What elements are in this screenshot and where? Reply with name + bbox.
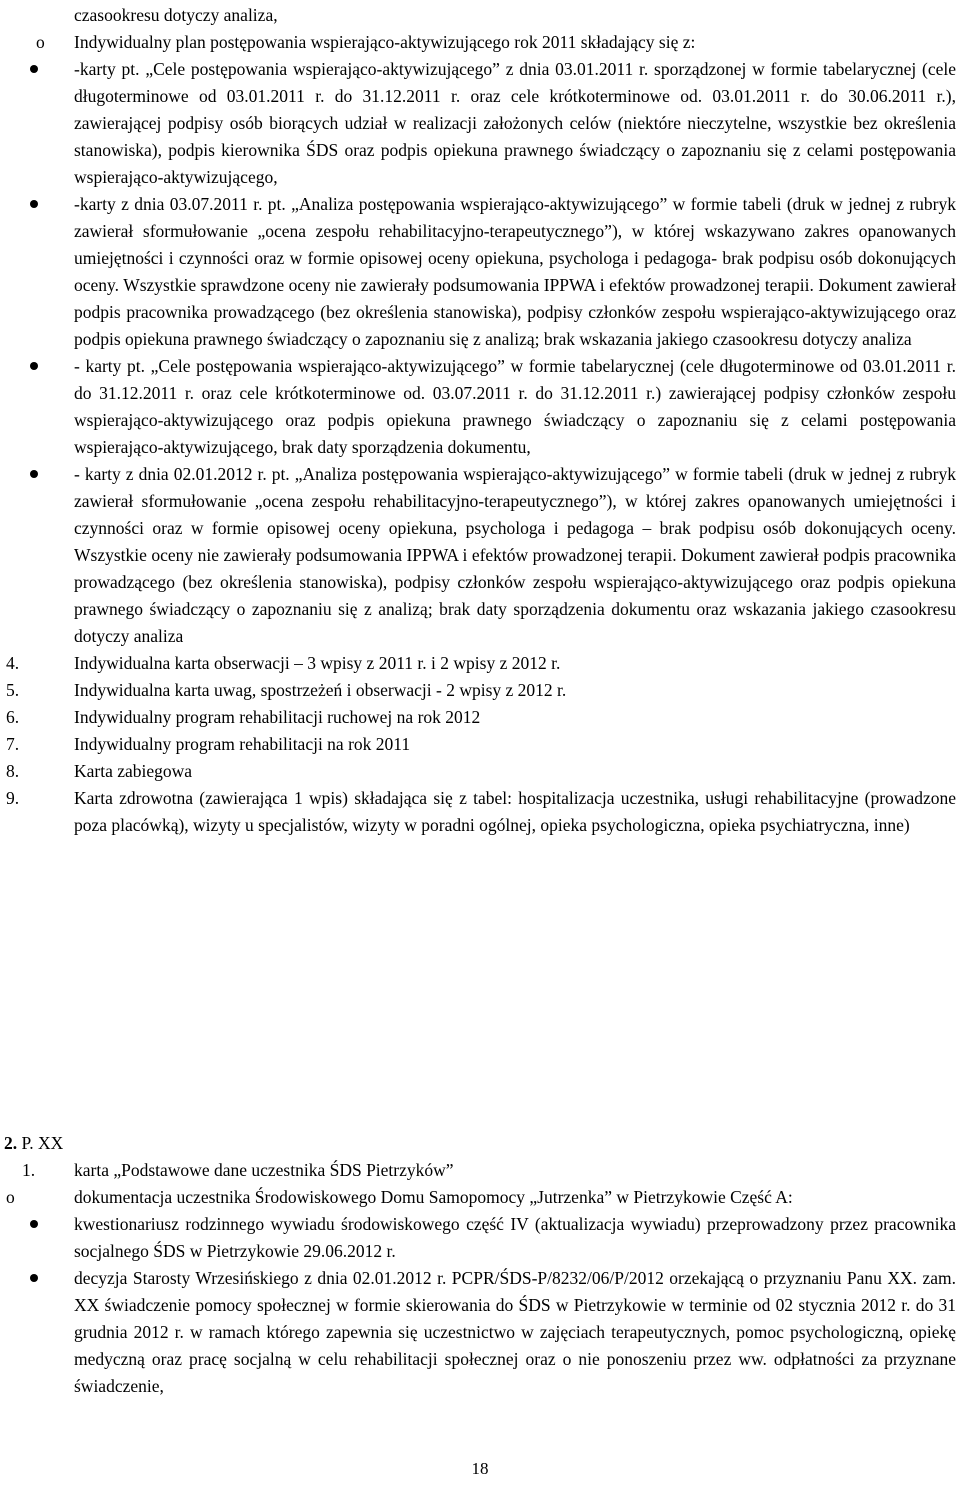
- list-number: 5.: [6, 680, 20, 700]
- list-section-2: [0, 1157, 960, 1400]
- circle-marker: o: [6, 1187, 15, 1207]
- list-marker: [0, 2, 60, 28]
- list-item-text: Indywidualny program rehabilitacji na rok 2011: [74, 734, 411, 754]
- list-item-text: Indywidualna karta uwag, spostrzeżeń i obserwacji - 2 wpisy z 2012 r.: [74, 680, 567, 700]
- list-item-text: karta „Podstawowe dane uczestnika ŚDS Pietrzyków”: [74, 1160, 454, 1180]
- section-number: 2.: [4, 1133, 18, 1153]
- list-item: [0, 650, 960, 677]
- list-section-1: [0, 2, 960, 839]
- page-number: 18: [471, 1459, 489, 1478]
- list-item-text: -karty z dnia 03.07.2011 r. pt. „Analiza postępowania wspierająco-aktywizującego” w formie tabeli (druk w jednej z rubryk zawierał sformułowanie „ocena zespołu rehabilitacyjno-terapeutycznego”), w której wskazywano zakres opanowanych umiejętności i czynności oraz w formie opisowej oceny opiekuna, psychologa i pedagoga- brak podpisu osób dokonujących oceny. Wszystkie sprawdzone oceny nie zawierały podsumowania IPPWA i efektów prowadzonej terapii. Dokument zawierał podpis pracownika prowadzącego (bez określenia stanowiska), podpisy członków zespołu wspierająco-aktywizującego oraz podpis opiekuna prawnego świadczący o zapoznaniu się z analizą; brak wskazania jakiego czasookresu dotyczy analiza: [74, 194, 956, 349]
- list-item: [0, 29, 960, 56]
- list-item-text: - karty pt. „Cele postępowania wspierająco-aktywizującego” w formie tabelarycznej (cele długoterminowe od 03.01.2011 r. do 31.12.2011 r. oraz cele krótkoterminowe od. 03.07.2011 r. do 31.12.2011 r.) zawierającej podpisy członków zespołu wspierająco-aktywizującego oraz podpis opiekuna prawnego świadczący o zapoznaniu się z celami postępowania wspierająco-aktywizującego, brak daty sporządzenia dokumentu,: [74, 356, 956, 457]
- list-item: [0, 1211, 960, 1265]
- list-item-text: Karta zabiegowa: [74, 761, 193, 781]
- list-item: [0, 191, 960, 353]
- section-heading: [4, 1130, 63, 1156]
- list-number: 9.: [6, 788, 20, 808]
- list-item-text: -karty pt. „Cele postępowania wspierająco-aktywizującego” z dnia 03.01.2011 r. sporządzonej w formie tabelarycznej (cele długoterminowe od 03.01.2011 r. do 31.12.2011 r. oraz cele krótkoterminowe od. 03.01.2011 r. do 30.06.2011 r.), zawierającej podpisy osób biorących udział w realizacji założonych celów (niektóre nieczytelne, wszystkie bez określenia stanowiska), podpis kierownika ŚDS oraz podpis opiekuna prawnego świadczący o zapoznaniu się z celami postępowania wspierająco-aktywizującego,: [74, 59, 956, 187]
- bullet-icon: [28, 1211, 42, 1237]
- list-item: [0, 1184, 960, 1211]
- bullet-icon: [28, 56, 42, 82]
- list-item: [0, 461, 960, 650]
- list-number: 8.: [6, 761, 20, 781]
- list-item: [0, 704, 960, 731]
- list-item-text: Indywidualna karta obserwacji – 3 wpisy z 2011 r. i 2 wpisy z 2012 r.: [74, 653, 561, 673]
- list-item-text: kwestionariusz rodzinnego wywiadu środowiskowego część IV (aktualizacja wywiadu) przeprowadzony przez pracownika socjalnego ŚDS w Pietrzykowie 29.06.2012 r.: [74, 1214, 956, 1261]
- list-item-text: Indywidualny plan postępowania wspierająco-aktywizującego rok 2011 składający się z:: [74, 32, 696, 52]
- list-number: 1.: [22, 1160, 36, 1180]
- list-item: [0, 785, 960, 839]
- list-item-text: - karty z dnia 02.01.2012 r. pt. „Analiza postępowania wspierająco-aktywizującego” w formie tabeli (druk w jednej z rubryk zawierał sformułowanie „ocena zespołu rehabilitacyjno-terapeutycznego”), w której zakres opanowanych umiejętności i czynności oraz w formie opisowej oceny opiekuna, psychologa i pedagoga – brak podpisu osób dokonujących oceny. Wszystkie oceny nie zawierały podsumowania IPPWA i efektów prowadzonej terapii. Dokument zawierał podpis pracownika prowadzącego (bez określenia stanowiska), podpisy członków zespołu wspierająco-aktywizującego oraz podpis opiekuna prawnego świadczący o zapoznaniu się z analizą; brak daty sporządzenia dokumentu oraz wskazania jakiego czasookresu dotyczy analiza: [74, 464, 956, 646]
- list-item: [0, 56, 960, 191]
- section-name: P. XX: [21, 1133, 64, 1153]
- circle-marker: o: [36, 32, 45, 52]
- list-item: [0, 677, 960, 704]
- list-item: [0, 758, 960, 785]
- list-item-text: Karta zdrowotna (zawierająca 1 wpis) składająca się z tabel: hospitalizacja uczestnika, usługi rehabilitacyjne (prowadzone poza placówką), wizyty u specjalistów, wizyty w poradni ogólnej, opieka psychologiczna, opieka psychiatryczna, inne): [74, 788, 956, 835]
- list-number: 7.: [6, 734, 20, 754]
- bullet-icon: [28, 353, 42, 379]
- list-item: [0, 1265, 960, 1400]
- list-item-text: czasookresu dotyczy analiza,: [74, 5, 278, 25]
- list-number: 4.: [6, 653, 20, 673]
- list-item: [0, 353, 960, 461]
- list-item: [0, 2, 960, 29]
- list-item: [0, 1157, 960, 1184]
- list-item-text: Indywidualny program rehabilitacji ruchowej na rok 2012: [74, 707, 481, 727]
- list-number: 6.: [6, 707, 20, 727]
- bullet-icon: [28, 191, 42, 217]
- bullet-icon: [28, 461, 42, 487]
- list-item-text: dokumentacja uczestnika Środowiskowego Domu Samopomocy „Jutrzenka” w Pietrzykowie Część A:: [74, 1187, 793, 1207]
- list-item: [0, 731, 960, 758]
- bullet-icon: [28, 1265, 42, 1291]
- list-item-text: decyzja Starosty Wrzesińskiego z dnia 02.01.2012 r. PCPR/ŚDS-P/8232/06/P/2012 orzekającą o przyznaniu Panu XX. zam. XX świadczenie pomocy społecznej w formie skierowania do ŚDS w Pietrzykowie w terminie od 02 stycznia 2012 r. do 31 grudnia 2012 r. w ramach którego zapewnia się uczestnictwo w zajęciach terapeutycznych, pomoc psychologiczną, opiekę medyczną oraz pracę socjalną w celu rehabilitacji społecznej oraz o nie ponoszeniu przez ww. odpłatności za przyznane świadczenie,: [74, 1268, 956, 1396]
